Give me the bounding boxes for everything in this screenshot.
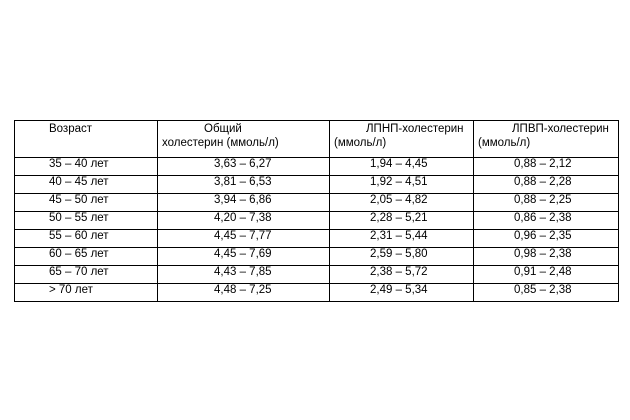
cell-ldl-cholesterol: 2,05 – 4,82 — [330, 194, 474, 212]
cell-hdl-cholesterol: 0,86 – 2,38 — [474, 212, 619, 230]
cell-hdl-cholesterol: 0,96 – 2,35 — [474, 230, 619, 248]
header-total-cholesterol — [158, 121, 330, 158]
table-row — [15, 284, 619, 302]
cell-total-cholesterol: 3,63 – 6,27 — [158, 158, 330, 176]
cell-total-cholesterol: 3,81 – 6,53 — [158, 176, 330, 194]
cell-age: 65 – 70 лет — [15, 266, 158, 284]
cell-ldl-cholesterol: 2,38 – 5,72 — [330, 266, 474, 284]
cell-total-cholesterol: 4,43 – 7,85 — [158, 266, 330, 284]
table-row — [15, 266, 619, 284]
header-ldl-line1: ЛПНП-холестерин — [366, 123, 464, 135]
table-row — [15, 158, 619, 176]
cell-ldl-cholesterol: 2,28 – 5,21 — [330, 212, 474, 230]
header-hdl-line1: ЛПВП-холестерин — [512, 123, 609, 135]
cell-ldl-cholesterol: 1,94 – 4,45 — [330, 158, 474, 176]
header-total-line2: холестерин (ммоль/л) — [162, 136, 279, 149]
cell-total-cholesterol: 3,94 – 6,86 — [158, 194, 330, 212]
cell-total-cholesterol: 4,45 – 7,69 — [158, 248, 330, 266]
table-body — [15, 158, 619, 302]
table-row — [15, 248, 619, 266]
header-ldl-cholesterol — [330, 121, 474, 158]
cell-age: > 70 лет — [15, 284, 158, 302]
cell-total-cholesterol: 4,45 – 7,77 — [158, 230, 330, 248]
cell-ldl-cholesterol: 2,59 – 5,80 — [330, 248, 474, 266]
cell-hdl-cholesterol: 0,85 – 2,38 — [474, 284, 619, 302]
cell-hdl-cholesterol: 0,88 – 2,25 — [474, 194, 619, 212]
cell-age: 35 – 40 лет — [15, 158, 158, 176]
cell-age: 55 – 60 лет — [15, 230, 158, 248]
cholesterol-table — [14, 120, 619, 302]
cholesterol-table-container — [14, 120, 618, 302]
header-ldl-line2: (ммоль/л) — [334, 136, 387, 149]
table-row — [15, 176, 619, 194]
header-age — [15, 121, 158, 158]
header-row — [15, 121, 619, 158]
cell-hdl-cholesterol: 0,98 – 2,38 — [474, 248, 619, 266]
cell-age: 50 – 55 лет — [15, 212, 158, 230]
cell-hdl-cholesterol: 0,88 – 2,12 — [474, 158, 619, 176]
header-hdl-cholesterol — [474, 121, 619, 158]
header-total-line1: Общий — [204, 123, 242, 135]
cell-age: 60 – 65 лет — [15, 248, 158, 266]
cell-ldl-cholesterol: 2,31 – 5,44 — [330, 230, 474, 248]
cell-age: 40 – 45 лет — [15, 176, 158, 194]
header-age-label: Возраст — [49, 123, 93, 135]
table-row — [15, 230, 619, 248]
cell-hdl-cholesterol: 0,91 – 2,48 — [474, 266, 619, 284]
cell-hdl-cholesterol: 0,88 – 2,28 — [474, 176, 619, 194]
cell-total-cholesterol: 4,20 – 7,38 — [158, 212, 330, 230]
table-row — [15, 212, 619, 230]
cell-age: 45 – 50 лет — [15, 194, 158, 212]
cell-ldl-cholesterol: 1,92 – 4,51 — [330, 176, 474, 194]
header-hdl-line2: (ммоль/л) — [478, 136, 531, 149]
cell-total-cholesterol: 4,48 – 7,25 — [158, 284, 330, 302]
cell-ldl-cholesterol: 2,49 – 5,34 — [330, 284, 474, 302]
table-header — [15, 121, 619, 158]
table-row — [15, 194, 619, 212]
